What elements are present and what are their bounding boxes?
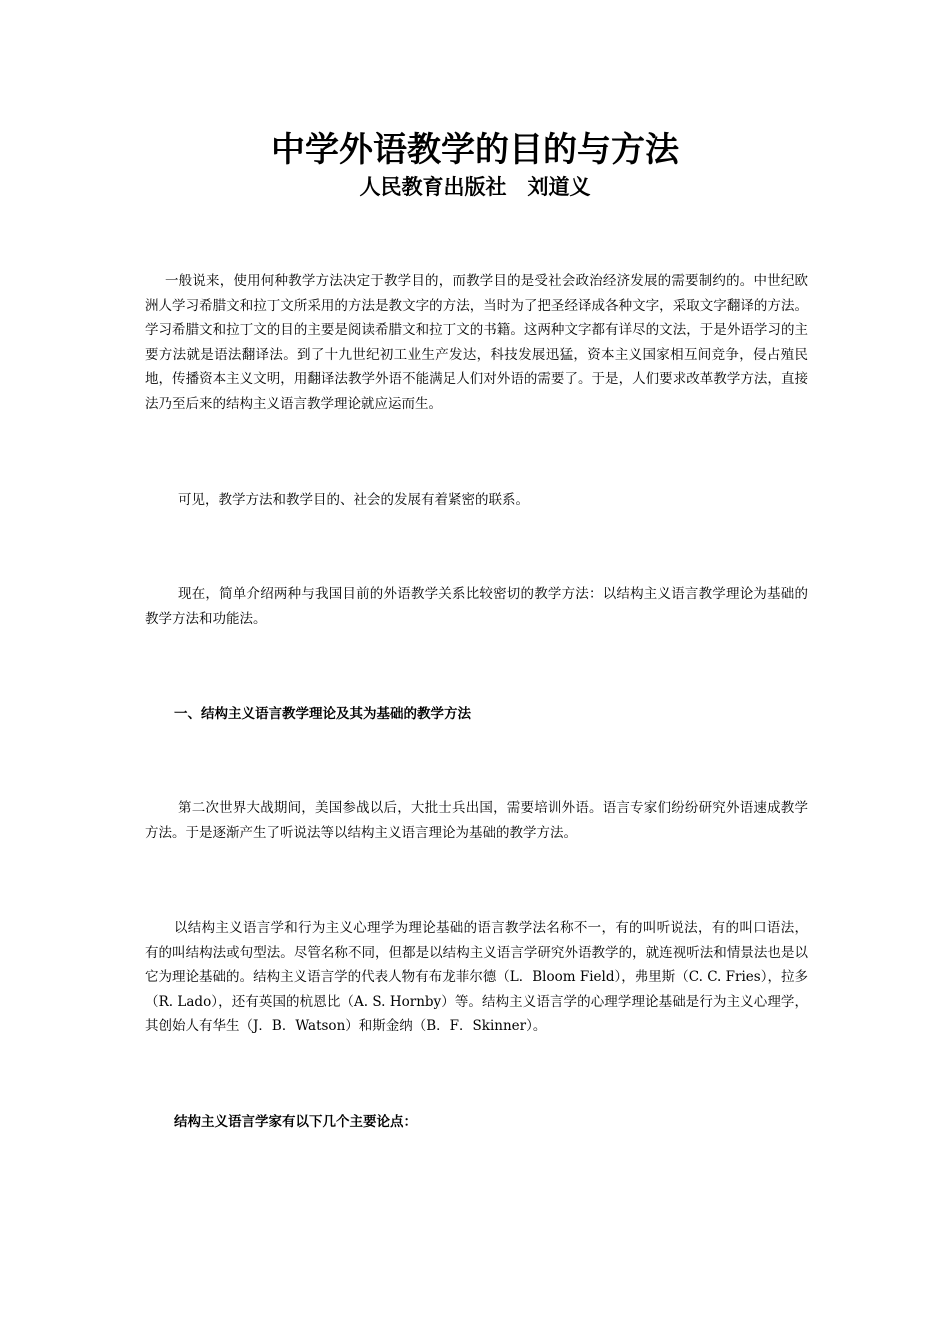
document-title: 中学外语教学的目的与方法 (271, 130, 679, 170)
paragraph-3: 现在，简单介绍两种与我国目前的外语教学关系比较密切的教学方法：以结构主义语言教学理论为基础的教学方法和功能法。 (145, 586, 808, 627)
document-subtitle: 人民教育出版社 刘道义 (359, 175, 591, 199)
paragraph-2: 可见，教学方法和教学目的、社会的发展有着紧密的联系。 (178, 492, 529, 508)
section-heading-1: 一、结构主义语言教学理论及其为基础的教学方法 (174, 706, 471, 722)
paragraph-4: 第二次世界大战期间，美国参战以后，大批士兵出国，需要培训外语。语言专家们纷纷研究外语速成教学方法。于是逐渐产生了听说法等以结构主义语言理论为基础的教学方法。 (145, 800, 808, 841)
paragraph-1: 一般说来，使用何种教学方法决定于教学目的，而教学目的是受社会政治经济发展的需要制约的。中世纪欧洲人学习希腊文和拉丁文所采用的方法是教文字的方法，当时为了把圣经译成各种文字，采取文字翻译的方法。学习希腊文和拉丁文的目的主要是阅读希腊文和拉丁文的书籍。这两种文字都有详尽的文法，于是外语学习的主要方法就是语法翻译法。到了十九世纪初工业生产发达，科技发展迅猛，资本主义国家相互间竞争，侵占殖民地，传播资本主义文明，用翻译法教学外语不能满足人们对外语的需要了。于是，人们要求改革教学方法，直接法乃至后来的结构主义语言教学理论就应运而生。 (145, 273, 808, 412)
section-heading-2: 结构主义语言学家有以下几个主要论点： (174, 1114, 417, 1130)
paragraph-5: 以结构主义语言学和行为主义心理学为理论基础的语言教学法名称不一，有的叫听说法，有的叫口语法，有的叫结构法或句型法。尽管名称不同，但都是以结构主义语言学研究外语教学的，就连视听法和情景法也是以它为理论基础的。结构主义语言学的代表人物有布龙菲尔德（L．Bloom Field），弗里斯（C. C. Fries），拉多（R. Lado），还有英国的杭恩比（A. S. Hornby）等。结构主义语言学的心理学理论基础是行为主义心理学，其创始人有华生（J．B．Watson）和斯金纳（B．F．Skinner）。 (145, 920, 808, 1035)
